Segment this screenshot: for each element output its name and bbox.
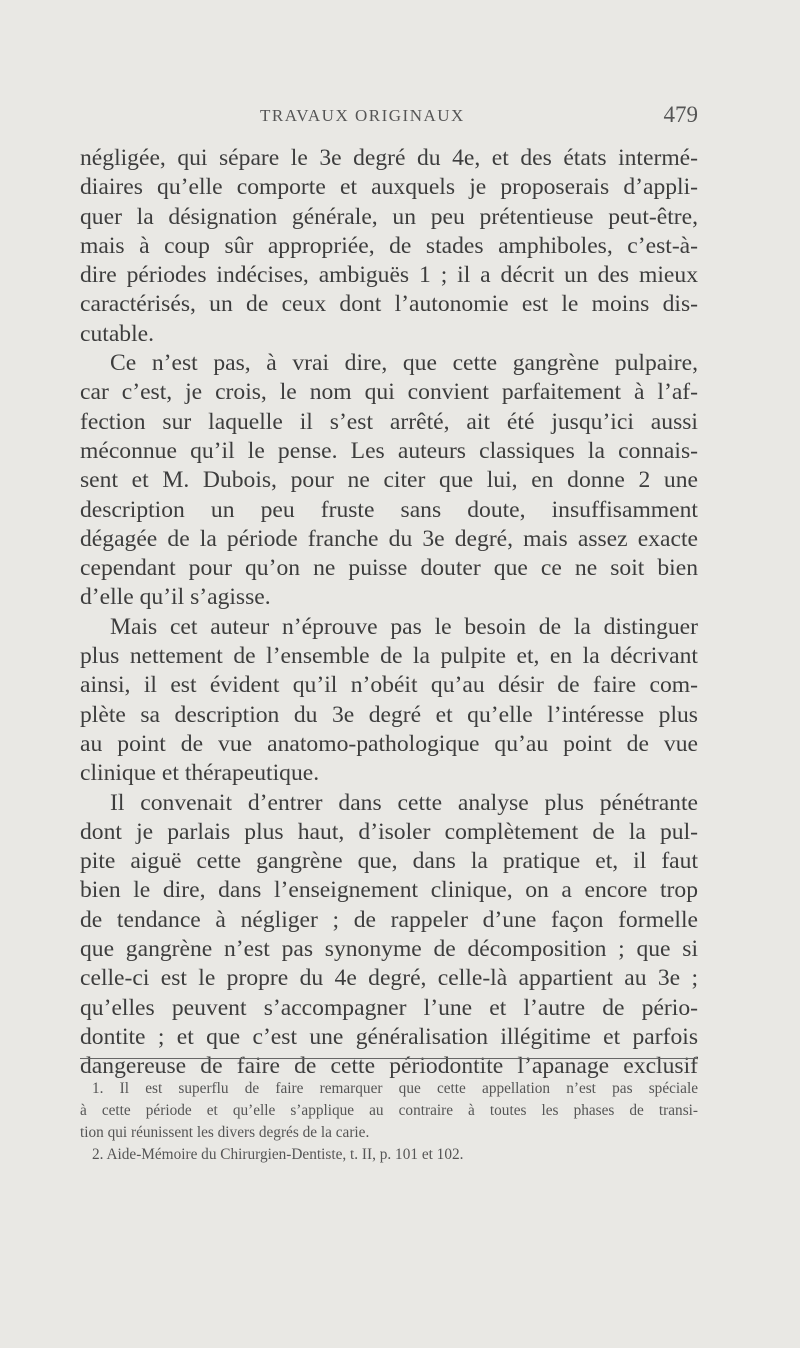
footnote-line: 1. Il est superflu de faire remarquer que cette appellation n’est pas spéciale xyxy=(92,1080,698,1097)
text-line: cependant pour qu’on ne puisse douter que ce ne soit bien xyxy=(80,555,698,582)
running-head xyxy=(80,102,698,136)
text-line: d’elle qu’il s’agisse. xyxy=(80,584,271,611)
paragraph-3 xyxy=(80,613,698,789)
paragraph-1 xyxy=(80,144,698,349)
text-line: celle-ci est le propre du 4e degré, celle-là appartient au 3e ; xyxy=(80,965,698,992)
text-line: plus nettement de l’ensemble de la pulpite et, en la décrivant xyxy=(80,643,698,670)
text-line: mais à coup sûr appropriée, de stades amphiboles, c’est-à- xyxy=(80,232,698,259)
text-line: dire périodes indécises, ambiguës 1 ; il a décrit un des mieux xyxy=(80,262,698,289)
running-title: TRAVAUX ORIGINAUX xyxy=(260,106,465,125)
footnote-2 xyxy=(80,1144,698,1166)
footnote-line: tion qui réunissent les divers degrés de la carie. xyxy=(80,1124,370,1141)
text-line: caractérisés, un de ceux dont l’autonomie est le moins dis- xyxy=(80,291,698,318)
text-line: dégagée de la période franche du 3e degré, mais assez exacte xyxy=(80,525,698,552)
text-line: quer la désignation générale, un peu prétentieuse peut-être, xyxy=(80,203,698,230)
text-line: pite aiguë cette gangrène que, dans la pratique et, il faut xyxy=(80,848,698,875)
text-line: méconnue qu’il le pense. Les auteurs classiques la connais- xyxy=(80,437,698,464)
text-line: diaires qu’elle comporte et auxquels je proposerais d’appli- xyxy=(80,174,698,201)
paragraph-4 xyxy=(80,789,698,1082)
text-line: sent et M. Dubois, pour ne citer que lui, en donne 2 une xyxy=(80,467,698,494)
footnote-1 xyxy=(80,1078,698,1144)
paragraph-2 xyxy=(80,349,698,613)
text-line: car c’est, je crois, le nom qui convient parfaitement à l’af- xyxy=(80,379,698,406)
footnote-divider xyxy=(80,1058,698,1059)
body-text xyxy=(80,144,698,1082)
text-line: fection sur laquelle il s’est arrêté, ait été jusqu’ici aussi xyxy=(80,408,698,435)
text-line: au point de vue anatomo-pathologique qu’au point de vue xyxy=(80,730,698,757)
text-line: Ce n’est pas, à vrai dire, que cette gangrène pulpaire, xyxy=(110,350,698,377)
footnote-line: 2. Aide-Mémoire du Chirurgien-Dentiste, t. II, p. 101 et 102. xyxy=(92,1146,464,1163)
text-line: plète sa description du 3e degré et qu’elle l’intéresse plus xyxy=(80,701,698,728)
text-line: de tendance à négliger ; de rappeler d’une façon formelle xyxy=(80,906,698,933)
text-line: qu’elles peuvent s’accompagner l’une et l’autre de pério- xyxy=(80,994,698,1021)
footnotes xyxy=(80,1078,698,1166)
text-line: bien le dire, dans l’enseignement clinique, on a encore trop xyxy=(80,877,698,904)
text-line: Il convenait d’entrer dans cette analyse plus pénétrante xyxy=(110,789,698,816)
text-fragment: négligée, qui sépare le 3e degré du 4e, et des états intermé- xyxy=(80,145,698,171)
text-line: ainsi, il est évident qu’il n’obéit qu’au désir de faire com- xyxy=(80,672,698,699)
page-number: 479 xyxy=(663,102,698,127)
footnote-line: à cette période et qu’elle s’applique au contraire à toutes les phases de transi- xyxy=(80,1102,698,1119)
text-line: dangereuse de faire de cette périodontite l’apanage exclusif xyxy=(80,1053,698,1080)
text-line: dontite ; et que c’est une généralisation illégitime et parfois xyxy=(80,1023,698,1050)
text-line: Mais cet auteur n’éprouve pas le besoin de la distinguer xyxy=(110,613,698,640)
text-line: dont je parlais plus haut, d’isoler complètement de la pul- xyxy=(80,818,698,845)
text-line: que gangrène n’est pas synonyme de décomposition ; que si xyxy=(80,936,698,963)
text-line: clinique et thérapeutique. xyxy=(80,760,320,787)
text-line xyxy=(80,144,698,173)
text-line: cutable. xyxy=(80,320,155,347)
text-line: description un peu fruste sans doute, insuffisamment xyxy=(80,496,698,523)
